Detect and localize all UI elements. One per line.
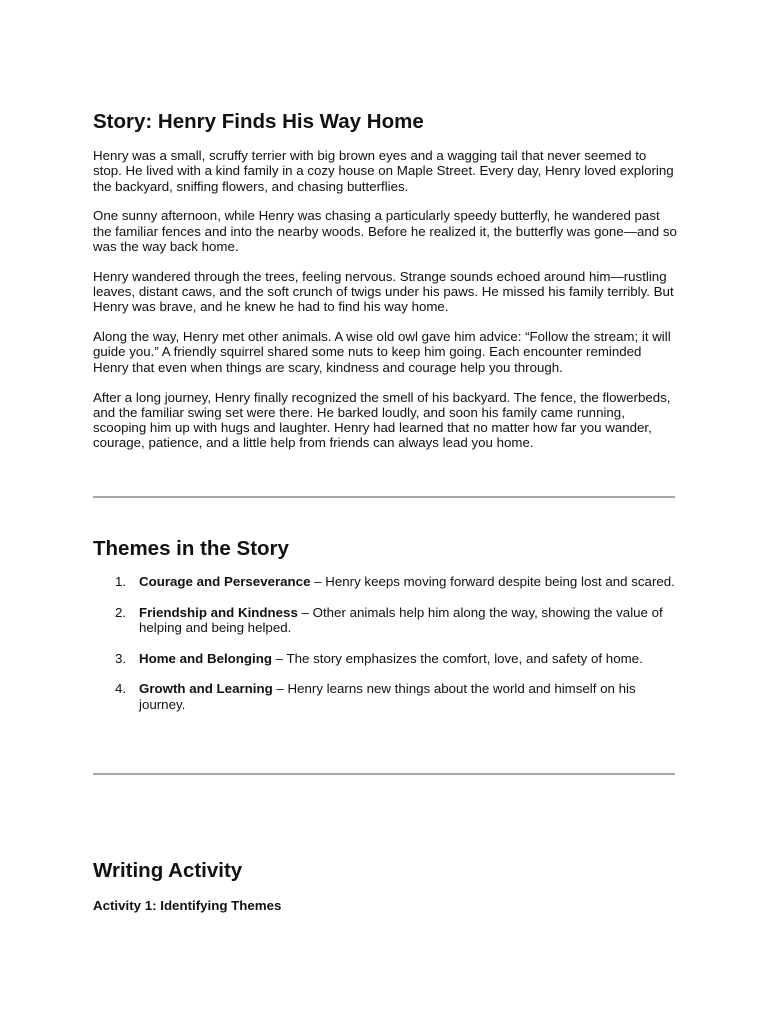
story-body [93,148,677,465]
theme-item [93,605,677,636]
theme-description: – The story emphasizes the comfort, love, and safety of home. [271,650,643,666]
theme-title: Growth and Learning [139,681,273,697]
theme-number: 1. [115,574,127,589]
theme-item [93,681,677,712]
theme-number: 2. [115,604,127,620]
activity-heading: Writing Activity [93,859,243,882]
theme-description: – Henry learns new things about the world and himself on his journey. [139,681,636,712]
theme-item [93,574,677,590]
section-divider [93,773,675,775]
activity-subheading: Activity 1: Identifying Themes [93,898,282,913]
story-title: Story: Henry Finds His Way Home [93,110,424,133]
section-divider [93,496,675,498]
theme-description: – Henry keeps moving forward despite being lost and scared. [310,574,675,589]
themes-heading: Themes in the Story [93,537,289,560]
theme-title: Courage and Perseverance [139,574,311,589]
story-paragraph: After a long journey, Henry finally recognized the smell of his backyard. The fence, the flowerbeds, and the familiar swing set were there. He barked loudly, and soon his family came running, scooping him up with hugs and laughter. Henry had learned that no matter how far you wander, courage, patience, and a little help from friends can always lead you home. [93,389,671,451]
theme-item [93,651,677,667]
theme-title: Friendship and Kindness [139,604,298,620]
story-paragraph: One sunny afternoon, while Henry was chasing a particularly speedy butterfly, he wandered past the familiar fences and into the nearby woods. Before he realized it, the butterfly was gone—and so was the way back home. [93,208,677,254]
theme-number: 4. [115,681,127,697]
story-paragraph: Henry was a small, scruffy terrier with big brown eyes and a wagging tail that never seemed to stop. He lived with a kind family in a cozy house on Maple Street. Every day, Henry loved exploring the backyard, sniffing flowers, and chasing butterflies. [93,148,674,194]
theme-title: Home and Belonging [139,650,272,666]
theme-description: – Other animals help him along the way, showing the value of helping and being helped. [139,604,663,636]
themes-list [93,574,677,728]
story-paragraph: Along the way, Henry met other animals. A wise old owl gave him advice: “Follow the stream; it will guide you.” A friendly squirrel shared some nuts to keep him going. Each encounter reminded Henry that even when things are scary, kindness and courage help you through. [93,329,671,375]
story-paragraph: Henry wandered through the trees, feeling nervous. Strange sounds echoed around him—rustling leaves, distant caws, and the soft crunch of twigs under his paws. He missed his family terribly. But Henry was brave, and he knew he had to find his way home. [93,268,674,315]
theme-number: 3. [115,650,127,666]
